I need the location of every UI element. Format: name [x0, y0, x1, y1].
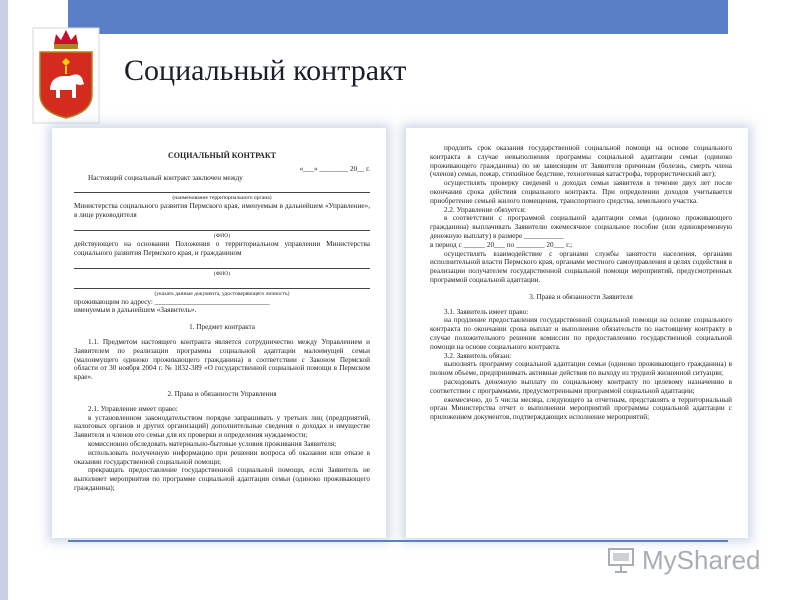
doc-paragraph: 3.2. Заявитель обязан: [444, 351, 512, 360]
doc-paragraph: комиссионно обследовать материально-бытовые условия проживания Заявителя; [88, 439, 337, 448]
blank-line [74, 222, 370, 231]
doc-paragraph: проживающим по адресу: ________________________________ [74, 297, 270, 306]
left-accent-bar [0, 0, 8, 600]
doc-paragraph: осуществлять проверку сведений о доходах семьи заявителя в течение двух лет после окончания срока действия социального контракта. При определении доходов учитывается приобретение семьей жилого помещения, транспортного средства, земельного участка. [430, 179, 732, 205]
doc-paragraph: 2.1. Управление имеет право: [88, 404, 178, 413]
date-line: «___» ________ 20__ г. [299, 164, 370, 173]
section-heading: 1. Предмет контракта [189, 323, 255, 332]
doc-paragraph: в период с ______ 20___ по ________ 20___ г.; [430, 240, 573, 249]
doc-paragraph: выполнять программу социальной адаптации семьи (одиноко проживающего гражданина) в полном объеме, предпринимать активные действия по выходу из трудной жизненной ситуации; [430, 360, 732, 378]
presentation-icon [606, 545, 636, 575]
doc-paragraph: 1.1. Предметом настоящего контракта является сотрудничество между Управлением и Заявителем по реализации программы социальной адаптации малоимущей семьи (малоимущего одиноко проживающего гражданина) в соответствии с Законом Пермской области от 30 ноября 2004 г. № 1832-389 «О государственной социальной помощи в Пермском крае». [74, 337, 370, 382]
watermark-text: MyShared [642, 544, 761, 575]
document-page-2 [406, 128, 748, 538]
blank-line [74, 260, 370, 269]
doc-paragraph: именуемым в дальнейшем «Заявитель». [74, 306, 197, 315]
doc-paragraph: продлить срок оказания государственной социальной помощи на основе социального контракта в случае невыполнения программы социальной адаптации семьи (одиноко проживающего гражданина) по не зависящим от Заявителя причинам (болезнь, смерть члена (членов) семьи, пожар, стихийное бедствие, техногенная катастрофа, террористический акт); [430, 144, 732, 179]
blank-line [74, 280, 370, 289]
blank-line [74, 184, 370, 193]
doc-paragraph: 3.1. Заявитель имеет право: [444, 307, 529, 316]
doc-paragraph: действующего на основании Положения о территориальном управлении Министерства социального развития Пермского края, и гражданином [74, 239, 370, 257]
doc-paragraph: расходовать денежную выплату по социальному контракту по целевому назначению в соответствии с программами, предусмотренными программой социальной адаптации; [430, 377, 732, 395]
note-id-document: (указать данные документа, удостоверяющего личность) [154, 290, 290, 297]
doc-paragraph: в установленном законодательством порядке запрашивать у третьих лиц (предприятий, налоговых органов и других организаций) дополнительные сведения о доходах и имуществе Заявителя и членов его семьи для их проверки и определения нуждаемости; [74, 413, 370, 440]
doc-paragraph: ежемесячно, до 5 числа месяца, следующего за отчетным, представлять в территориальный орган Министерства отчет о выполнении мероприятий программы социальной адаптации с приложением документов, подтверждающих исполнение мероприятий; [430, 395, 732, 422]
section-heading: 2. Права и обязанности Управления [167, 389, 277, 398]
doc-paragraph: на продление предоставления государственной социальной помощи на основе социального контракта по окончании срока выплат и выполнения обязательств по настоящему контракту в случае положительного решения комиссии по предоставлению государственной социальной помощи на основе социального контракта. [430, 316, 732, 351]
note-fio: (ФИО) [213, 270, 231, 277]
doc-paragraph: Министерства социального развития Пермского края, именуемым в дальнейшем «Управление», в лице руководителя [74, 202, 370, 220]
note-territorial-organ: (наименование территориального органа) [172, 195, 272, 202]
slide-title: Социальный контракт [124, 54, 407, 87]
note-fio: (ФИО) [213, 232, 231, 239]
doc-heading: СОЦИАЛЬНЫЙ КОНТРАКТ [168, 151, 276, 160]
watermark [606, 540, 761, 580]
doc-paragraph: прекращать предоставление государственной социальной помощи, если Заявитель не выполняет мероприятия по программе социальной адаптации семьи (одиноко проживающего гражданина); [74, 466, 370, 492]
document-page-1 [52, 128, 386, 538]
doc-paragraph: 2.2. Управление обязуется: [444, 205, 526, 214]
doc-paragraph: использовать полученную информацию при решении вопроса об оказании или отказе в оказании государственной социальной помощи; [74, 448, 370, 466]
section-heading: 3. Права и обязанности Заявителя [529, 292, 633, 301]
doc-paragraph: осуществлять взаимодействие с органами службы занятости населения, органами исполнительной власти Пермского края, органами местного самоуправления в целях содействия в реализации получателем государственной социальной помощи мероприятий, предусмотренных программой социальной адаптации. [430, 249, 732, 284]
top-accent-band [68, 0, 728, 34]
doc-intro: Настоящий социальный контракт заключен между [88, 173, 243, 182]
perm-krai-emblem [32, 14, 100, 124]
doc-paragraph: в соответствии с программой социальной адаптации семьи (одиноко проживающего гражданина) выплачивать Заявителю ежемесячное социальное пособие (или единовременную денежную выплату) в размере ___________ [430, 214, 732, 240]
